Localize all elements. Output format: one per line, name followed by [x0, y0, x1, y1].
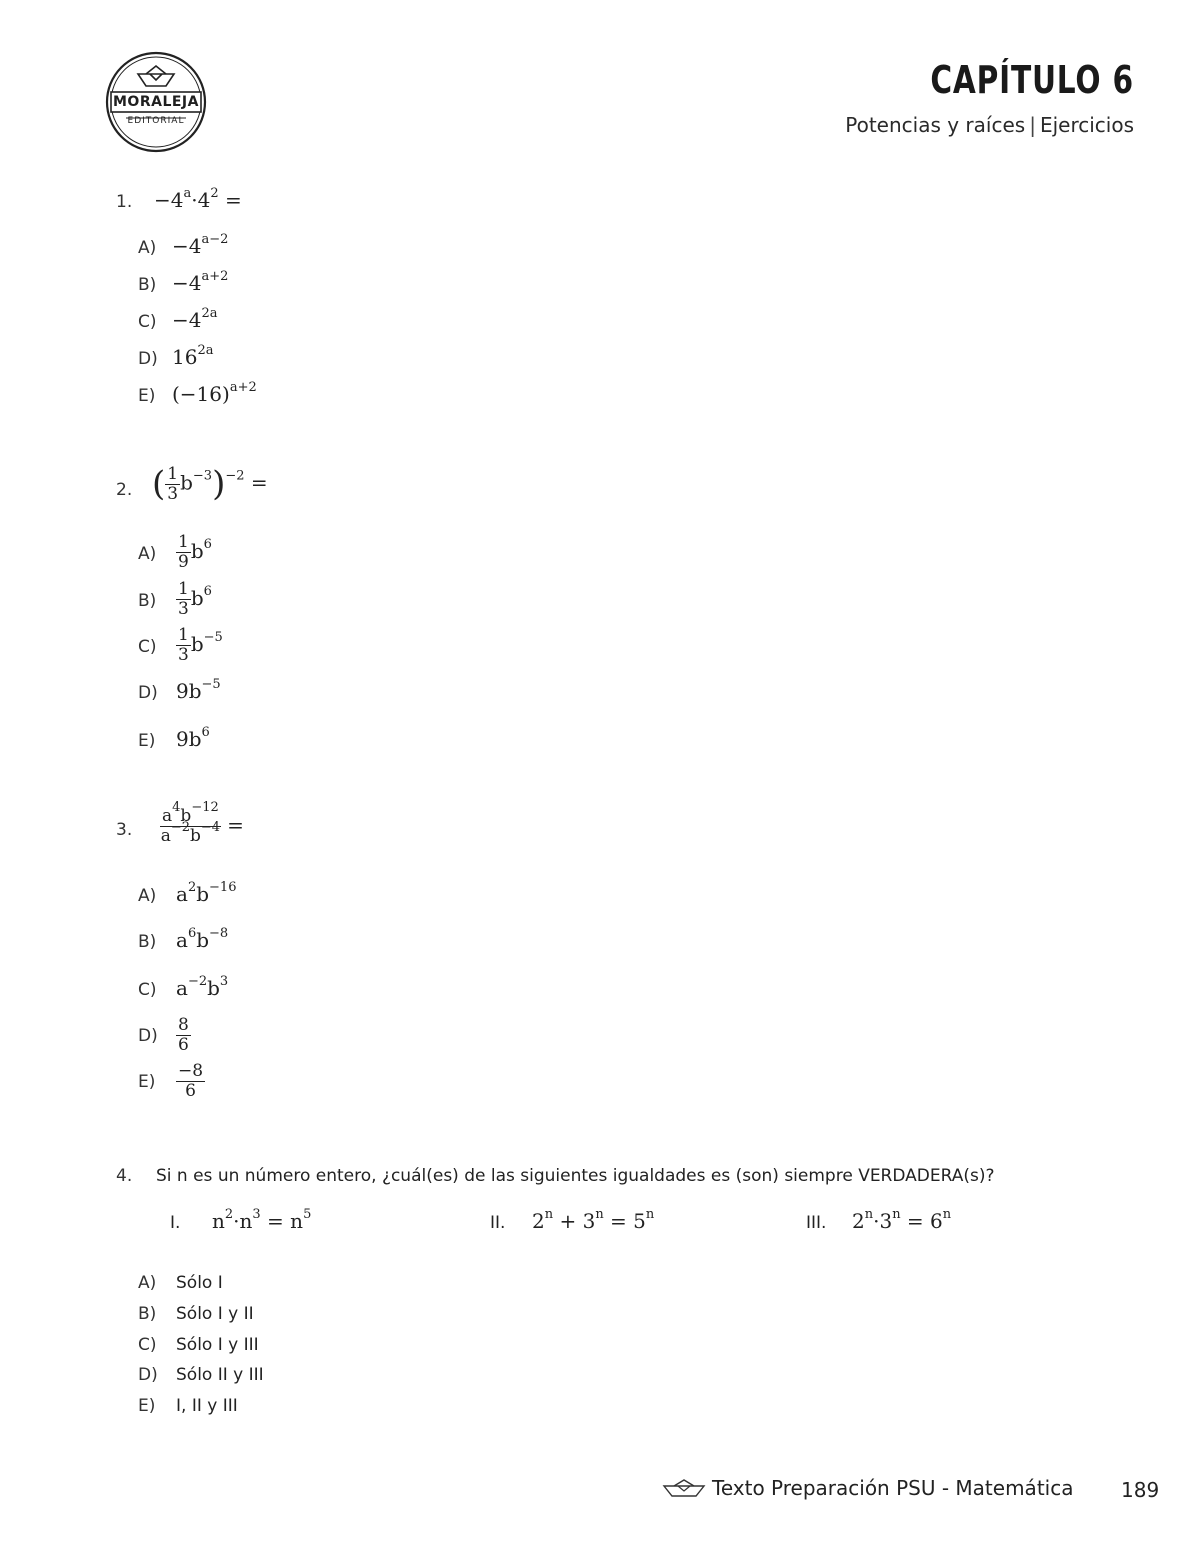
q1-option-d-letter[interactable]: D)	[138, 349, 158, 369]
chapter-title: CAPÍTULO 6	[930, 58, 1134, 102]
question-2-expression: ( $\frac{1}{3}$ $b^{-3})^{-2}$ =	[152, 463, 268, 504]
q4-option-c[interactable]: Sólo I y III	[176, 1335, 259, 1355]
question-1-expression: $-4^a\cdot 4^2$ =	[154, 186, 242, 212]
q3-option-d[interactable]: $\frac{8}{6}$	[178, 1015, 189, 1055]
q3-option-b[interactable]: $a^6b^{-8}$	[176, 926, 229, 952]
subtitle-section: Ejercicios	[1039, 113, 1134, 137]
q1-option-d[interactable]: $16^{2a}$	[172, 343, 214, 369]
q2-option-e-letter[interactable]: E)	[138, 731, 156, 751]
q1-option-b[interactable]: $-4^{a+2}$	[172, 269, 229, 295]
question-1-number: 1.	[116, 192, 133, 212]
paper-boat-icon	[138, 66, 174, 86]
q2-option-b[interactable]: $\frac{1}{3}$ $b^6$	[178, 579, 212, 619]
moraleja-logo	[104, 50, 208, 154]
question-3-number: 3.	[116, 820, 133, 840]
q1-option-a-letter[interactable]: A)	[138, 238, 157, 258]
chapter-subtitle	[845, 113, 1134, 137]
paper-boat-icon	[662, 1478, 706, 1504]
q2-option-d-letter[interactable]: D)	[138, 683, 158, 703]
q3-option-e[interactable]: $\frac{-8}{6}$	[178, 1061, 204, 1101]
question-4-stem: Si n es un número entero, ¿cuál(es) de las siguientes igualdades es (son) siempre VERDADERA(s)?	[156, 1166, 995, 1186]
q3-option-d-letter[interactable]: D)	[138, 1026, 158, 1046]
q3-option-b-letter[interactable]: B)	[138, 932, 157, 952]
q2-option-a-letter[interactable]: A)	[138, 544, 157, 564]
statement-i: $n^2\cdot n^3 = n^5$	[212, 1207, 312, 1233]
subtitle-topic: Potencias y raíces	[845, 113, 1026, 137]
subtitle-separator: |	[1029, 113, 1036, 137]
q4-option-e-letter[interactable]: E)	[138, 1396, 156, 1416]
statement-i-label: I.	[170, 1213, 181, 1233]
q3-option-c-letter[interactable]: C)	[138, 980, 157, 1000]
q1-option-a[interactable]: $-4^{a-2}$	[172, 232, 229, 258]
statement-iii: $2^n\cdot 3^n = 6^n$	[852, 1207, 952, 1233]
q2-option-a[interactable]: $\frac{1}{9}$ $b^6$	[178, 532, 212, 572]
footer	[662, 1476, 1073, 1504]
q4-option-e[interactable]: I, II y III	[176, 1396, 238, 1416]
statement-ii-label: II.	[490, 1213, 506, 1233]
q3-option-e-letter[interactable]: E)	[138, 1072, 156, 1092]
q2-option-d[interactable]: $9b^{-5}$	[176, 677, 221, 703]
q4-option-a-letter[interactable]: A)	[138, 1273, 157, 1293]
q1-option-e[interactable]: $(-16)^{a+2}$	[172, 380, 257, 406]
q4-option-d[interactable]: Sólo II y III	[176, 1365, 264, 1385]
q3-option-c[interactable]: $a^{-2}b^3$	[176, 974, 229, 1000]
q4-option-a[interactable]: Sólo I	[176, 1273, 223, 1293]
q1-option-e-letter[interactable]: E)	[138, 386, 156, 406]
q4-option-c-letter[interactable]: C)	[138, 1335, 157, 1355]
question-2-number: 2.	[116, 480, 133, 500]
statement-ii: $2^n + 3^n = 5^n$	[532, 1207, 655, 1233]
page-number: 189	[1121, 1478, 1160, 1502]
q2-option-c[interactable]: $\frac{1}{3}$ $b^{-5}$	[178, 625, 223, 665]
footer-text: Texto Preparación PSU - Matemática	[712, 1476, 1074, 1500]
q2-option-c-letter[interactable]: C)	[138, 637, 157, 657]
question-4-number: 4.	[116, 1166, 133, 1186]
q1-option-c[interactable]: $-4^{2a}$	[172, 306, 218, 332]
logo-sub: EDITORIAL	[127, 116, 185, 126]
q1-option-c-letter[interactable]: C)	[138, 312, 157, 332]
logo-brand: MORALEJA	[113, 94, 199, 110]
q4-option-b[interactable]: Sólo I y II	[176, 1304, 254, 1324]
q3-option-a-letter[interactable]: A)	[138, 886, 157, 906]
statement-iii-label: III.	[806, 1213, 827, 1233]
q2-option-e[interactable]: $9b^6$	[176, 725, 210, 751]
q4-option-d-letter[interactable]: D)	[138, 1365, 158, 1385]
q2-option-b-letter[interactable]: B)	[138, 591, 157, 611]
q4-option-b-letter[interactable]: B)	[138, 1304, 157, 1324]
q3-option-a[interactable]: $a^2b^{-16}$	[176, 880, 237, 906]
q1-option-b-letter[interactable]: B)	[138, 275, 157, 295]
question-3-expression: $\frac{a^4b^{-12}}{a^{-2}b^{-4}}$ =	[160, 800, 244, 846]
